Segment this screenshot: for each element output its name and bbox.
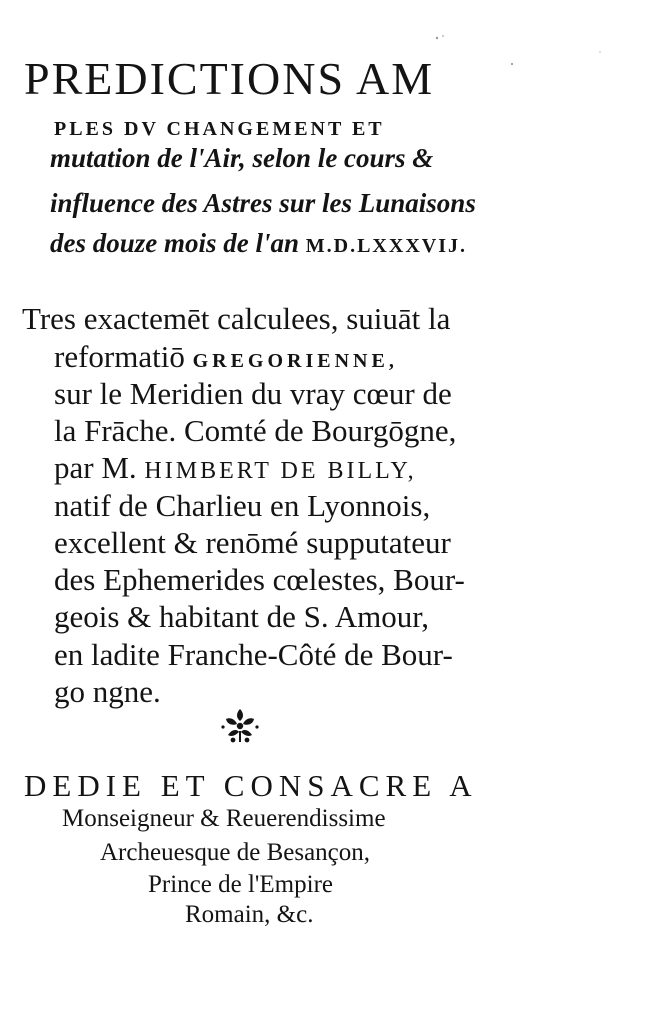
body-line-2-text: reformatiō	[54, 339, 185, 374]
gregorian-caps: GREGORIENNE,	[192, 350, 398, 372]
body-line-5-text: par M.	[54, 450, 137, 485]
year: M.D.LXXXVIJ.	[305, 235, 467, 257]
body-line-9: geois & habitant de S. Amour,	[54, 599, 430, 634]
body-line-10: en ladite Franche-Côté de Bour-	[54, 637, 453, 672]
dedication-heading: DEDIE ET CONSACRE A	[24, 768, 478, 803]
page-title: PREDICTIONS AM	[24, 53, 435, 104]
fleuron-ornament-icon	[218, 705, 262, 745]
subtitle-italic-line-2: influence des Astres sur les Lunaisons	[50, 188, 476, 218]
body-line-6: natif de Charlieu en Lyonnois,	[54, 488, 431, 523]
body-line-11: go ngne.	[54, 674, 161, 709]
body-line-8: des Ephemerides cœlestes, Bour-	[54, 562, 465, 597]
dedication-line-3: Prince de l'Empire	[148, 871, 333, 898]
subtitle-italic-line-1: mutation de l'Air, selon le cours &	[50, 143, 434, 173]
subtitle-caps-line: PLES DV CHANGEMENT ET	[54, 118, 385, 140]
body-line-4: la Frāche. Comté de Bourgōgne,	[54, 413, 457, 448]
body-line-2	[54, 341, 398, 372]
author-name: HIMBERT DE BILLY,	[144, 458, 417, 484]
body-line-7: excellent & renōmé supputateur	[54, 525, 451, 560]
body-line-5	[54, 452, 417, 483]
dedication-line-1: Monseigneur & Reuerendissime	[62, 805, 386, 832]
dedication-line-4: Romain, &c.	[185, 901, 314, 928]
dedication-line-2: Archeuesque de Besançon,	[100, 839, 371, 866]
subtitle-italic-text: des douze mois de l'an	[50, 228, 300, 258]
body-line-1: Tres exactemēt calculees, suiuāt la	[22, 301, 451, 336]
body-line-3: sur le Meridien du vray cœur de	[54, 376, 452, 411]
subtitle-italic-line-3	[50, 230, 467, 257]
